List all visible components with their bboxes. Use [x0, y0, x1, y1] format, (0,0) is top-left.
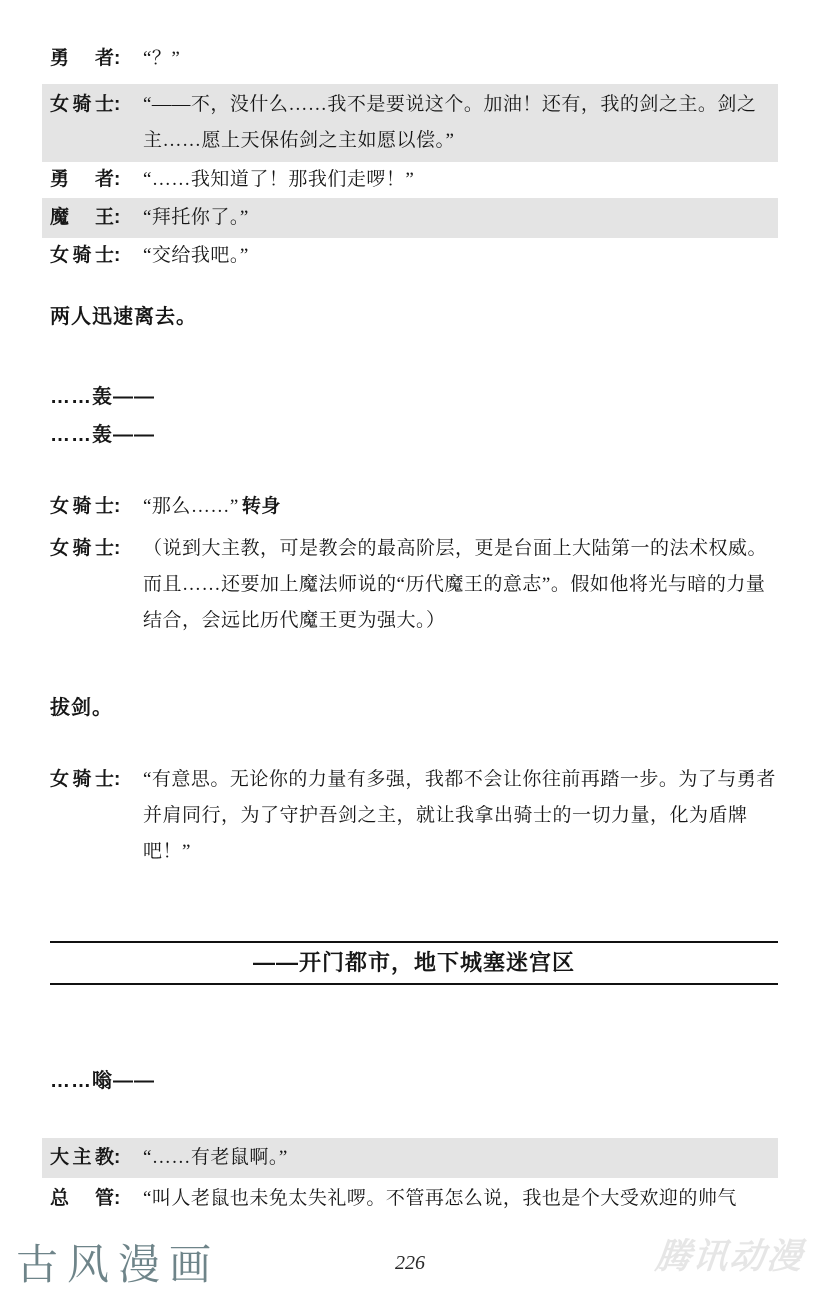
script-body — [42, 41, 778, 1217]
speaker-label: 女 骑 士 : — [50, 489, 143, 525]
speaker-label: 魔 王 : — [50, 200, 143, 236]
dialogue-text: “有意思。无论你的力量有多强，我都不会让你往前再踏一步。为了与勇者并肩同行，为了守护吾剑之主，就让我拿出骑士的一切力量，化为盾牌吧！” — [143, 769, 776, 862]
speaker-char: 女 — [50, 769, 70, 790]
speaker-char: 勇 — [50, 169, 70, 190]
speaker-name — [50, 238, 114, 274]
speaker-char: 大 — [50, 1147, 70, 1168]
dialogue-text: “拜托你了。” — [143, 207, 249, 228]
speaker-name — [50, 162, 114, 198]
speaker-char: 总 — [50, 1188, 70, 1209]
dialogue-row-highlighted — [42, 198, 778, 238]
dialogue-text: “——不，没什么……我不是要说这个。加油！还有，我的剑之主。剑之主……愿上天保佑剑之主如愿以偿。” — [143, 94, 757, 151]
speaker-char: 士 — [94, 245, 114, 266]
speaker-char: 士 — [94, 769, 114, 790]
speaker-char: 者 — [94, 48, 114, 69]
dialogue-text: “……我知道了！那我们走啰！” — [143, 169, 415, 190]
speaker-char: 女 — [50, 245, 70, 266]
speaker-char: 者 — [94, 169, 114, 190]
speaker-label: 大 主 教 : — [50, 1140, 143, 1176]
dialogue-text: “？” — [143, 48, 181, 69]
speaker-char: 女 — [50, 94, 70, 115]
narration-line: ……轰—— — [50, 424, 155, 446]
narration-line: ……轰—— — [50, 386, 155, 408]
speaker-label: 总 管 : — [50, 1181, 143, 1217]
speaker-char: 骑 — [72, 245, 92, 266]
narration-line: ……嗡—— — [50, 1070, 155, 1092]
speaker-char: 骑 — [72, 538, 92, 559]
speaker-char: 勇 — [50, 48, 70, 69]
dialogue-text: “交给我吧。” — [143, 245, 249, 266]
speaker-label: 勇 者 : — [50, 162, 143, 198]
speaker-char: 教 — [94, 1147, 114, 1168]
dialogue-text: （说到大主教，可是教会的最高阶层，更是台面上大陆第一的法术权威。而且……还要加上魔法师说的“历代魔王的意志”。假如他将光与暗的力量结合，会远比历代魔王更为强大。） — [143, 538, 768, 631]
dialogue-row — [42, 489, 778, 525]
speaker-char: 骑 — [72, 94, 92, 115]
speaker-char: 骑 — [72, 769, 92, 790]
speaker-char: 主 — [72, 1147, 92, 1168]
dialogue-row — [42, 41, 778, 77]
speaker-char: 骑 — [72, 496, 92, 517]
dialogue-row — [42, 162, 778, 198]
speaker-label: 勇 者 : — [50, 41, 143, 77]
speaker-name — [50, 489, 114, 525]
narration-line: 拔剑。 — [50, 697, 113, 719]
speaker-char: 魔 — [50, 207, 70, 228]
dialogue-row — [42, 762, 778, 870]
watermark-left: 古风漫画 — [16, 1242, 221, 1289]
dialogue-row — [42, 238, 778, 274]
speaker-name — [50, 1181, 114, 1217]
speaker-char: 士 — [94, 496, 114, 517]
dialogue-text: “那么……” 转身 — [143, 496, 281, 517]
speaker-name — [50, 87, 114, 123]
speaker-label: 女 骑 士 : — [50, 238, 143, 274]
speaker-label: 女 骑 士 : — [50, 762, 143, 798]
dialogue-text: “……有老鼠啊。” — [143, 1147, 288, 1168]
speaker-char: 女 — [50, 496, 70, 517]
speaker-char: 士 — [94, 94, 114, 115]
speaker-name — [50, 41, 114, 77]
page-number: 226 — [395, 1252, 425, 1274]
narration-line: 两人迅速离去。 — [50, 306, 197, 328]
speaker-name — [50, 1140, 114, 1176]
section-title: ——开门都市，地下城塞迷宫区 — [50, 941, 778, 985]
dialogue-row — [42, 531, 778, 639]
dialogue-row-highlighted — [42, 84, 778, 162]
speaker-char: 女 — [50, 538, 70, 559]
speaker-label: 女 骑 士 : — [50, 87, 143, 123]
speaker-name — [50, 200, 114, 236]
watermark-right-tencent-logo: 腾讯动漫 — [653, 1237, 806, 1276]
dialogue-text: “叫人老鼠也未免太失礼啰。不管再怎么说，我也是个大受欢迎的帅气 — [143, 1188, 737, 1209]
speaker-label: 女 骑 士 : — [50, 531, 143, 567]
speaker-char: 王 — [94, 207, 114, 228]
speaker-name — [50, 531, 114, 567]
speaker-char: 士 — [94, 538, 114, 559]
stage-direction: 转身 — [241, 496, 281, 517]
dialogue-row — [42, 1181, 778, 1217]
dialogue-row-highlighted — [42, 1138, 778, 1178]
speaker-char: 管 — [94, 1188, 114, 1209]
speaker-name — [50, 762, 114, 798]
